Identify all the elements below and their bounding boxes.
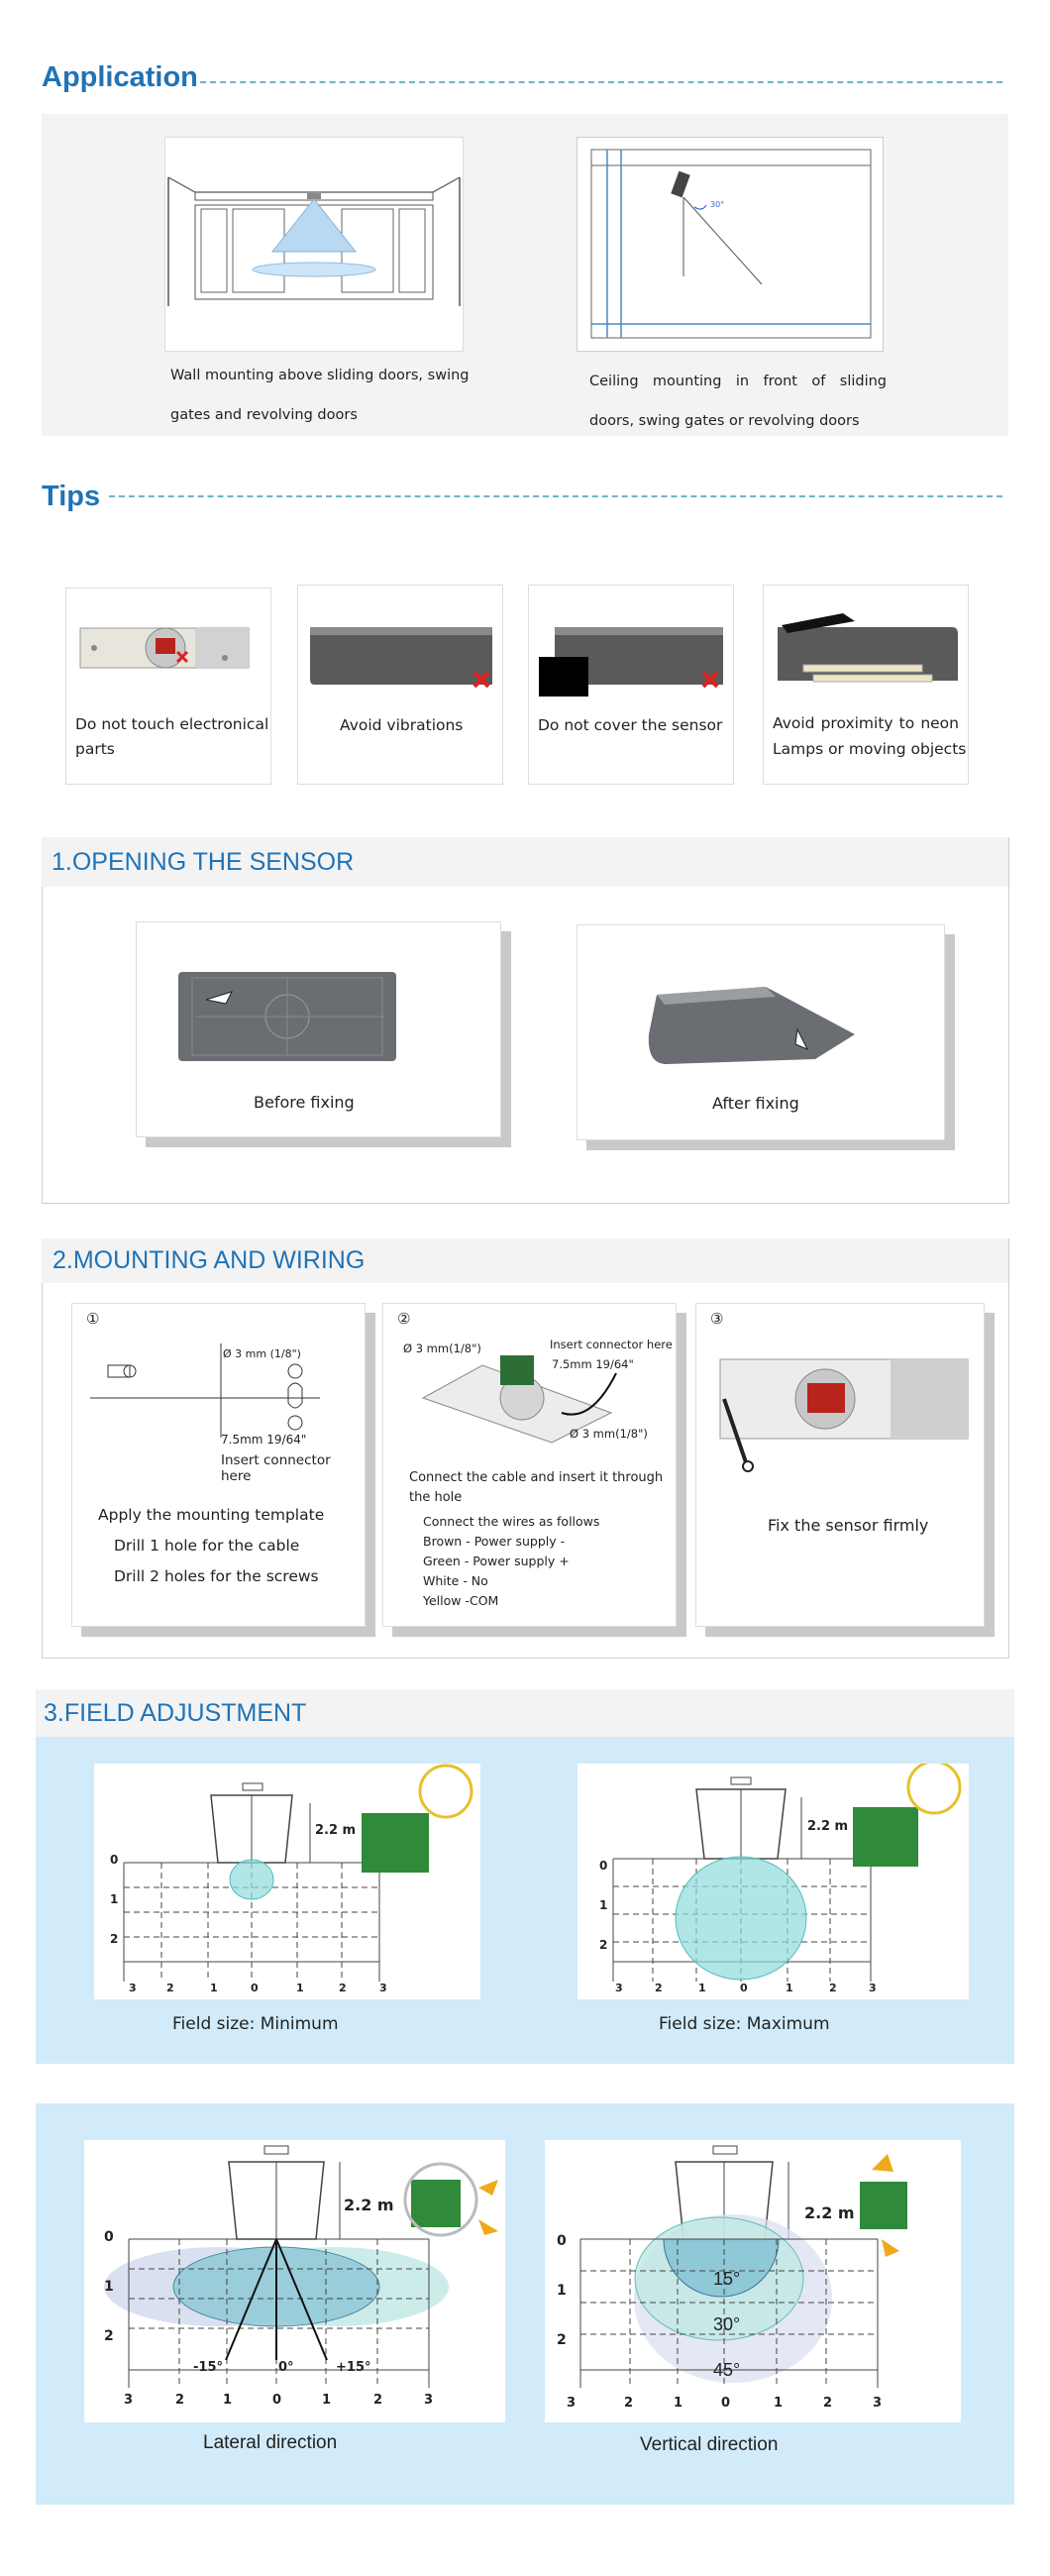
step-2-insert: Insert connector here — [550, 1338, 673, 1351]
row-label: 1 — [599, 1898, 608, 1912]
after-fixing-caption: After fixing — [712, 1094, 799, 1113]
col-label: 1 — [786, 1982, 793, 1994]
tip-card — [65, 588, 271, 785]
vertical-angle: 30° — [713, 2314, 741, 2334]
after-fixing-card — [577, 924, 945, 1140]
application-title: Application — [42, 61, 198, 93]
fixed-sensor-icon — [696, 1304, 984, 1492]
step-3-card — [695, 1303, 985, 1627]
field-min-height: 2.2 m — [315, 1823, 357, 1838]
sensor-open-icon — [578, 925, 944, 1074]
tip-card — [528, 585, 734, 785]
col-label: 2 — [175, 2393, 185, 2408]
before-fixing-caption: Before fixing — [254, 1093, 355, 1112]
vertical-height: 2.2 m — [804, 2203, 855, 2222]
tip-card — [763, 585, 969, 785]
field-max-height: 2.2 m — [807, 1819, 849, 1834]
row-label: 2 — [599, 1938, 608, 1952]
ceiling-mounting-figure — [577, 137, 884, 352]
col-label: 2 — [829, 1982, 837, 1994]
ceiling-mounting-caption-1: Ceiling mounting in front of sliding — [589, 374, 887, 389]
row-label: 0 — [557, 2233, 567, 2249]
step-1-line-3: Drill 2 holes for the screws — [114, 1567, 319, 1585]
row-label: 2 — [110, 1932, 119, 1946]
wall-mounting-caption-2: gates and revolving doors — [170, 407, 358, 423]
col-label: 3 — [873, 2396, 883, 2411]
row-label: 2 — [104, 2328, 114, 2344]
sensor-board-icon — [66, 589, 270, 698]
col-label: 0 — [721, 2396, 731, 2411]
tip-4-line-1: Avoid proximity to neon — [773, 714, 959, 732]
sensor-vibration-icon — [298, 586, 502, 695]
col-label: 3 — [567, 2396, 577, 2411]
field-minimum-figure — [94, 1764, 480, 1999]
vertical-caption: Vertical direction — [640, 2434, 779, 2455]
col-label: 3 — [124, 2393, 134, 2408]
col-label: 0 — [272, 2393, 282, 2408]
col-label: 2 — [624, 2396, 634, 2411]
step-2-dim-mid: 7.5mm 19/64" — [552, 1357, 634, 1371]
vertical-direction-figure — [545, 2140, 961, 2422]
row-label: 1 — [557, 2283, 567, 2299]
before-fixing-card — [136, 921, 501, 1137]
col-label: 2 — [823, 2396, 833, 2411]
lateral-angle: -15° — [193, 2360, 223, 2375]
col-label: 1 — [674, 2396, 683, 2411]
col-label: 3 — [424, 2393, 434, 2408]
svg-text:30°: 30° — [710, 200, 725, 209]
vertical-angle: 45° — [713, 2360, 741, 2380]
col-label: 1 — [296, 1982, 304, 1994]
step-3-number: ③ — [710, 1310, 724, 1328]
col-label: 2 — [166, 1982, 174, 1994]
step-2-wire: Brown - Power supply - — [423, 1534, 566, 1549]
divider — [200, 81, 1002, 83]
col-label: 0 — [251, 1982, 259, 1994]
wall-mounting-figure — [164, 137, 464, 352]
step-1-dim-bottom: 7.5mm 19/64" — [221, 1433, 307, 1447]
row-label: 2 — [557, 2332, 567, 2348]
col-label: 3 — [615, 1982, 623, 1994]
field-title: 3.FIELD ADJUSTMENT — [44, 1699, 307, 1727]
col-label: 1 — [698, 1982, 706, 1994]
step-2-intro-2: the hole — [409, 1490, 463, 1505]
tip-4-line-2: Lamps or moving objects — [773, 740, 967, 758]
col-label: 2 — [655, 1982, 663, 1994]
tip-1-line-1: Do not touch electronical — [75, 715, 269, 733]
mounting-title: 2.MOUNTING AND WIRING — [52, 1246, 366, 1274]
step-2-wire: Yellow -COM — [423, 1593, 499, 1608]
step-2-wire: Connect the wires as follows — [423, 1514, 600, 1529]
vertical-angle: 15° — [713, 2269, 741, 2289]
wall-mounting-caption-1: Wall mounting above sliding doors, swing — [170, 368, 470, 383]
lateral-direction-figure — [84, 2140, 505, 2422]
col-label: 0 — [740, 1982, 748, 1994]
mounting-template-icon — [72, 1304, 365, 1452]
step-3-caption: Fix the sensor firmly — [768, 1516, 929, 1535]
step-2-wire: Green - Power supply + — [423, 1554, 570, 1568]
tip-3-line-1: Do not cover the sensor — [538, 716, 723, 734]
col-label: 1 — [322, 2393, 332, 2408]
step-1-card — [71, 1303, 366, 1627]
step-1-insert: Insert connector here — [221, 1452, 331, 1484]
lateral-height: 2.2 m — [344, 2196, 394, 2214]
step-1-line-2: Drill 1 hole for the cable — [114, 1537, 300, 1555]
lateral-angle: 0° — [278, 2360, 294, 2375]
step-1-line-1: Apply the mounting template — [98, 1506, 325, 1524]
step-2-number: ② — [397, 1310, 411, 1328]
tip-1-line-2: parts — [75, 740, 115, 758]
sensor-back-icon — [137, 922, 500, 1071]
col-label: 3 — [869, 1982, 877, 1994]
lateral-angle: +15° — [336, 2360, 371, 2375]
tip-2-line-1: Avoid vibrations — [340, 716, 464, 734]
ceiling-mounting-caption-2: doors, swing gates or revolving doors — [589, 413, 860, 429]
divider — [109, 495, 1002, 497]
sensor-neon-icon — [764, 586, 968, 695]
field-min-caption: Field size: Minimum — [172, 2014, 339, 2034]
field-max-caption: Field size: Maximum — [659, 2014, 830, 2034]
col-label: 1 — [210, 1982, 218, 1994]
opening-title: 1.OPENING THE SENSOR — [52, 848, 355, 876]
col-label: 1 — [223, 2393, 233, 2408]
row-label: 0 — [110, 1853, 119, 1867]
sensor-covered-icon — [529, 586, 733, 699]
step-2-wire: White - No — [423, 1573, 488, 1588]
col-label: 2 — [339, 1982, 347, 1994]
step-2-intro-1: Connect the cable and insert it through — [409, 1470, 664, 1485]
tip-card — [297, 585, 503, 785]
lateral-caption: Lateral direction — [203, 2432, 338, 2453]
col-label: 1 — [774, 2396, 784, 2411]
step-1-dim-top: Ø 3 mm (1/8") — [223, 1347, 301, 1360]
col-label: 3 — [129, 1982, 137, 1994]
row-label: 1 — [104, 2279, 114, 2295]
step-1-number: ① — [86, 1310, 100, 1328]
step-2-dim-right: Ø 3 mm(1/8") — [570, 1427, 648, 1441]
field-maximum-figure — [578, 1764, 969, 1999]
row-label: 0 — [104, 2229, 114, 2245]
tips-title: Tips — [42, 481, 101, 512]
row-label: 1 — [110, 1892, 119, 1906]
step-2-dim-left: Ø 3 mm(1/8") — [403, 1342, 481, 1355]
step-2-card — [382, 1303, 677, 1627]
row-label: 0 — [599, 1859, 608, 1873]
col-label: 2 — [373, 2393, 383, 2408]
col-label: 3 — [379, 1982, 387, 1994]
